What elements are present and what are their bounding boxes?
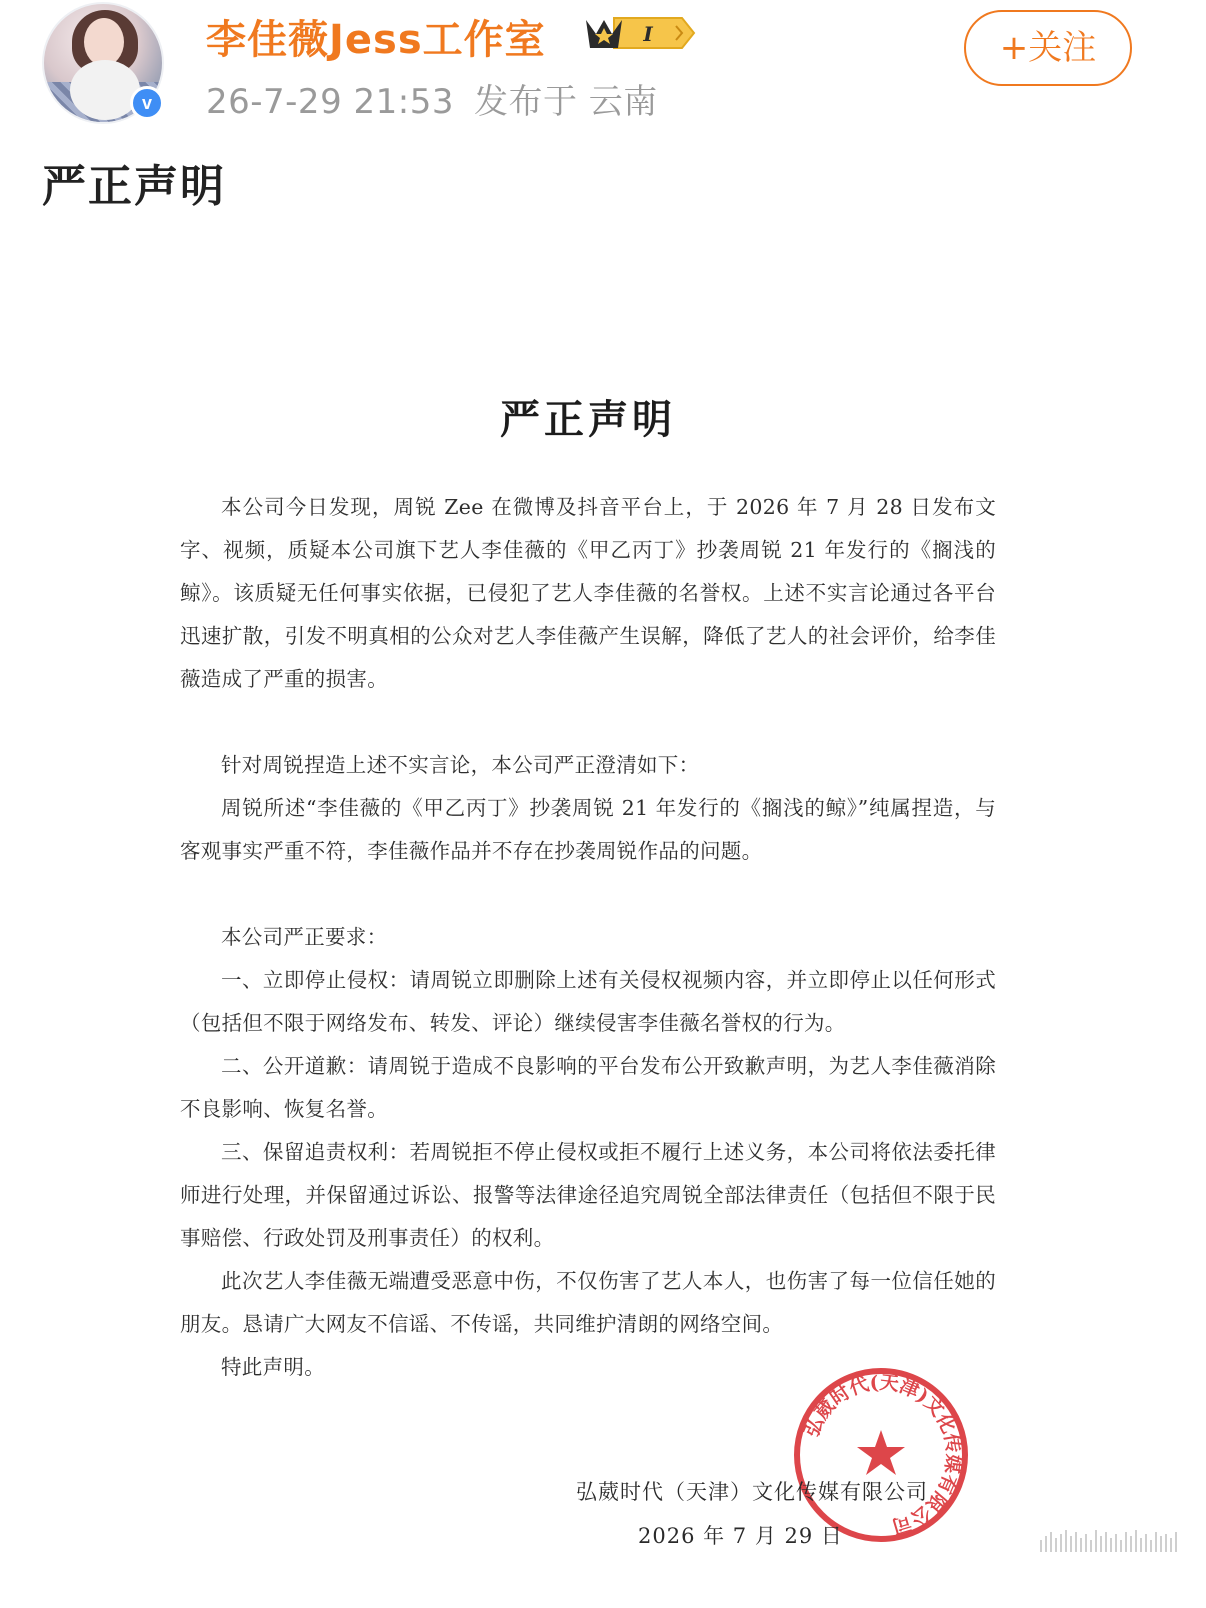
verified-icon: v	[130, 86, 164, 120]
document-paragraph: 特此声明。	[221, 1355, 325, 1379]
document-date: 2026 年 7 月 29 日	[638, 1524, 843, 1548]
post-meta	[206, 74, 658, 123]
vip-crown-icon[interactable]	[584, 12, 696, 54]
post-text: 严正声明	[42, 161, 226, 212]
seal-text: 弘葳时代(天津)文化传媒有限公司	[800, 1371, 965, 1538]
follow-button[interactable]: +关注	[964, 10, 1132, 86]
document-paragraph: 周锐所述“李佳薇的《甲乙丙丁》抄袭周锐 21 年发行的《搁浅的鲸》”纯属捏造，与客观事实严重不符，李佳薇作品并不存在抄袭周锐作品的问题。	[180, 796, 996, 863]
post-timestamp: 26-7-29 21:53	[206, 82, 454, 122]
document-body	[180, 486, 996, 1389]
account-name[interactable]: 李佳薇Jess工作室	[206, 17, 546, 63]
document-paragraph: 三、保留追责权利：若周锐拒不停止侵权或拒不履行上述义务，本公司将依法委托律师进行处理，并保留通过诉讼、报警等法律途径追究周锐全部法律责任（包括但不限于民事赔偿、行政处罚及刑事责任）的权利。	[180, 1140, 996, 1250]
document-paragraph: 本公司今日发现，周锐 Zee 在微博及抖音平台上，于 2026 年 7 月 28 日发布文字、视频，质疑本公司旗下艺人李佳薇的《甲乙丙丁》抄袭周锐 21 年发行的《搁浅的鲸》。该质疑无任何事实依据，已侵犯了艺人李佳薇的名誉权。上述不实言论通过各平台迅速扩散，引发不明真相的公众对艺人李佳薇产生误解，降低了艺人的社会评价，给李佳薇造成了严重的损害。	[180, 495, 996, 691]
watermark	[1040, 1526, 1190, 1560]
post-location: 发布于 云南	[474, 82, 658, 122]
document-paragraph: 此次艺人李佳薇无端遭受恶意中伤，不仅伤害了艺人本人，也伤害了每一位信任她的朋友。恳请广大网友不信谣、不传谣，共同维护清朗的网络空间。	[180, 1269, 996, 1336]
post-header	[0, 0, 1206, 150]
statement-document-image[interactable]	[0, 300, 1206, 1608]
document-paragraph: 二、公开道歉：请周锐于造成不良影响的平台发布公开致歉声明，为艺人李佳薇消除不良影响、恢复名誉。	[180, 1054, 996, 1121]
company-seal-stamp	[790, 1364, 972, 1546]
document-company: 弘葳时代（天津）文化传媒有限公司	[576, 1480, 928, 1504]
document-paragraph: 一、立即停止侵权：请周锐立即删除上述有关侵权视频内容，并立即停止以任何形式（包括但不限于网络发布、转发、评论）继续侵害李佳薇名誉权的行为。	[180, 968, 996, 1035]
document-paragraph: 本公司严正要求：	[221, 925, 388, 949]
document-paragraph: 针对周锐捏造上述不实言论，本公司严正澄清如下：	[221, 753, 700, 777]
vip-level: I	[643, 22, 653, 46]
avatar-dog	[70, 60, 140, 120]
avatar-face	[84, 18, 124, 66]
document-title: 严正声明	[500, 396, 676, 443]
